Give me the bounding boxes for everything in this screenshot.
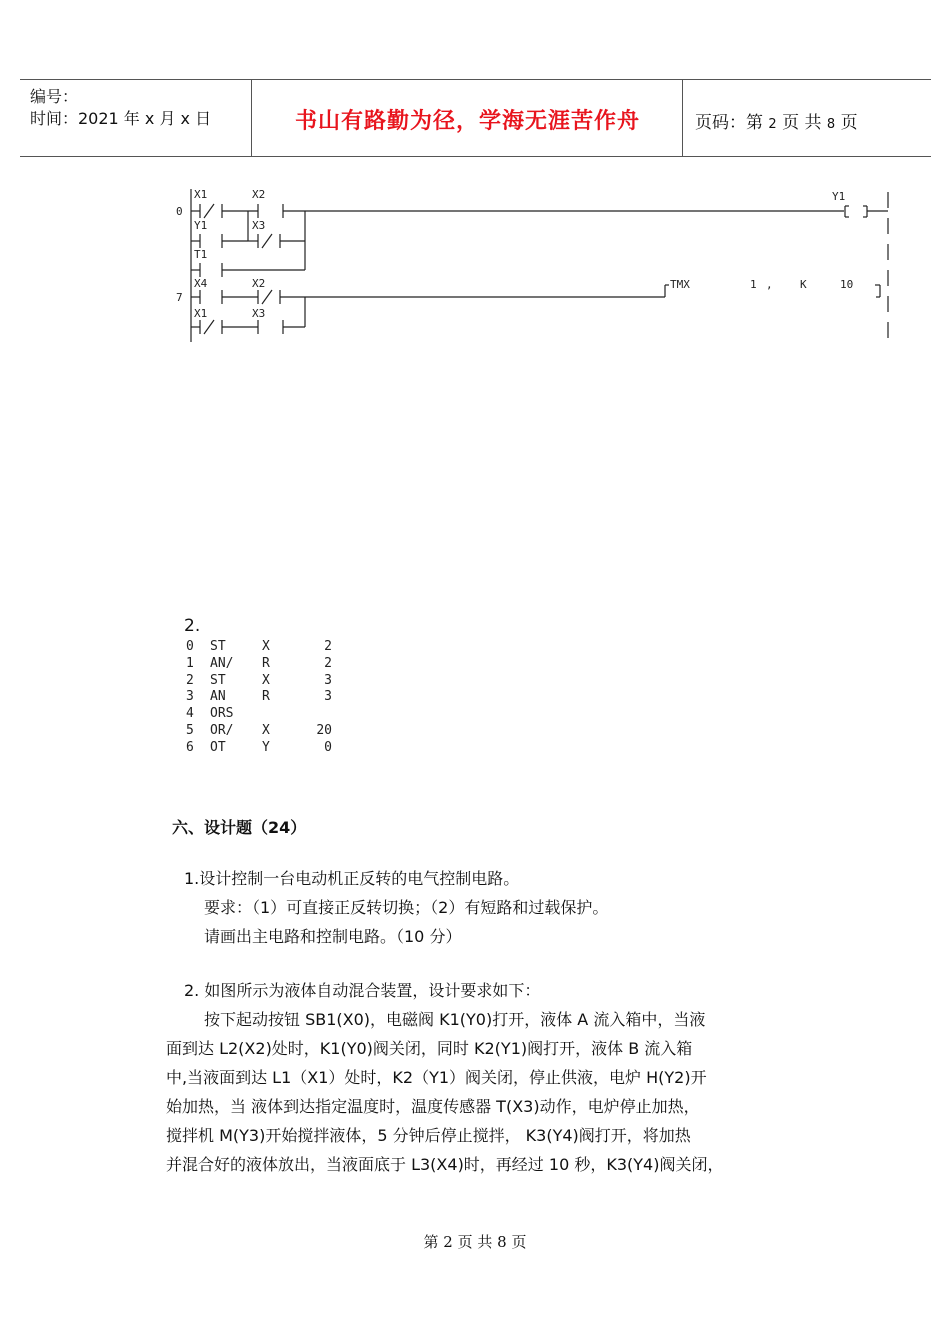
instruction-op: AN [210, 689, 226, 705]
q2-line-1: 2. 如图所示为液体自动混合装置，设计要求如下： [184, 981, 541, 1000]
section-title: 六、设计题（24） [172, 818, 307, 837]
header-page-info [695, 108, 858, 133]
ladder-diagram [170, 184, 895, 344]
instruction-row [186, 723, 332, 740]
contact-label-x3: X3 [252, 219, 266, 232]
instruction-op: ORS [210, 706, 234, 722]
operand-value: 0 [324, 739, 332, 755]
timer-number: 1 [750, 278, 757, 291]
page-prefix: 页码：第 [695, 113, 763, 133]
coil-label-y1: Y1 [832, 190, 846, 203]
page-footer: 第 2 页 共 8 页 [423, 1233, 527, 1251]
number-label: 编号： [30, 87, 79, 106]
timer-value: 10 [840, 278, 854, 291]
q1-line-2: 要求：（1）可直接正反转切换；（2）有短路和过载保护。 [204, 898, 609, 917]
operand-value: 3 [324, 672, 332, 688]
instruction-op: OR/ [210, 722, 234, 738]
operand-type: R [262, 655, 270, 671]
step-number: 1 [186, 655, 194, 671]
page-header [20, 79, 931, 157]
page-number: 2 [768, 117, 777, 132]
q2-line-2: 按下起动按钮 SB1(X0)，电磁阀 K1(Y0)打开，液体 A 流入箱中，当液 [204, 1010, 706, 1029]
operand-type: X [262, 722, 270, 738]
contact-label-x1: X1 [194, 188, 208, 201]
step-number: 2 [186, 672, 194, 688]
timer-k-label: K [800, 278, 807, 291]
operand-type: X [262, 639, 270, 654]
step-number: 0 [186, 639, 194, 654]
instruction-row [186, 689, 332, 706]
ladder-step-0: 0 [176, 205, 183, 218]
step-number: 5 [186, 722, 194, 738]
q2-line-4: 中,当液面到达 L1（X1）处时，K2（Y1）阀关闭，停止供液，电炉 H(Y2)开 [166, 1068, 707, 1087]
timer-name: TMX [670, 278, 690, 291]
ladder-step-7: 7 [176, 291, 183, 304]
contact-label-x2: X2 [252, 188, 266, 201]
instruction-op: ST [210, 639, 226, 654]
instruction-row [186, 639, 332, 656]
page-mid: 页 共 [782, 113, 822, 133]
contact-label-x3-b: X3 [252, 307, 266, 320]
operand-value [302, 706, 332, 723]
contact-label-t1: T1 [194, 248, 208, 261]
header-motto: 书山有路勤为径，学海无涯苦作舟 [294, 109, 640, 134]
step-number: 3 [186, 689, 194, 705]
page-suffix: 页 [840, 113, 858, 133]
instruction-op: ST [210, 672, 226, 688]
instruction-row [186, 740, 332, 757]
instruction-op: OT [210, 739, 226, 755]
q2-line-6: 搅拌机 M(Y3)开始搅拌液体，5 分钟后停止搅拌， K3(Y4)阀打开，将加热 [166, 1126, 691, 1145]
operand-type [262, 706, 302, 723]
operand-value: 2 [324, 655, 332, 671]
timer-separator: , [766, 278, 773, 291]
instruction-row [186, 673, 332, 690]
q2-line-7: 并混合好的液体放出，当液面底于 L3(X4)时，再经过 10 秒，K3(Y4)阀关闭， [166, 1155, 724, 1174]
step-number: 6 [186, 739, 194, 755]
instruction-row [186, 706, 332, 723]
instruction-list-table [186, 639, 332, 757]
operand-value: 2 [324, 639, 332, 654]
contact-label-y1: Y1 [194, 219, 208, 232]
time-label: 时间：2021 年 x 月 x 日 [30, 109, 212, 128]
contact-label-x4: X4 [194, 277, 208, 290]
operand-type: Y [262, 739, 270, 755]
instruction-list-number: 2. [184, 616, 201, 636]
instruction-row [186, 656, 332, 673]
operand-type: X [262, 672, 270, 688]
q1-line-1: 1.设计控制一台电动机正反转的电气控制电路。 [184, 869, 520, 888]
q1-line-3: 请画出主电路和控制电路。（10 分） [204, 927, 462, 946]
operand-type: R [262, 689, 270, 705]
q2-line-3: 面到达 L2(X2)处时，K1(Y0)阀关闭，同时 K2(Y1)阀打开，液体 B 流入箱 [166, 1039, 693, 1058]
operand-value: 3 [324, 689, 332, 705]
q2-line-5: 始加热，当 液体到达指定温度时，温度传感器 T(X3)动作，电炉停止加热， [166, 1097, 700, 1116]
contact-label-x1-b: X1 [194, 307, 208, 320]
operand-value: 20 [316, 722, 332, 738]
page-total: 8 [826, 117, 836, 132]
instruction-op: AN/ [210, 655, 234, 671]
contact-label-x2-b: X2 [252, 277, 266, 290]
step-number: 4 [186, 706, 194, 722]
header-meta [30, 86, 211, 130]
